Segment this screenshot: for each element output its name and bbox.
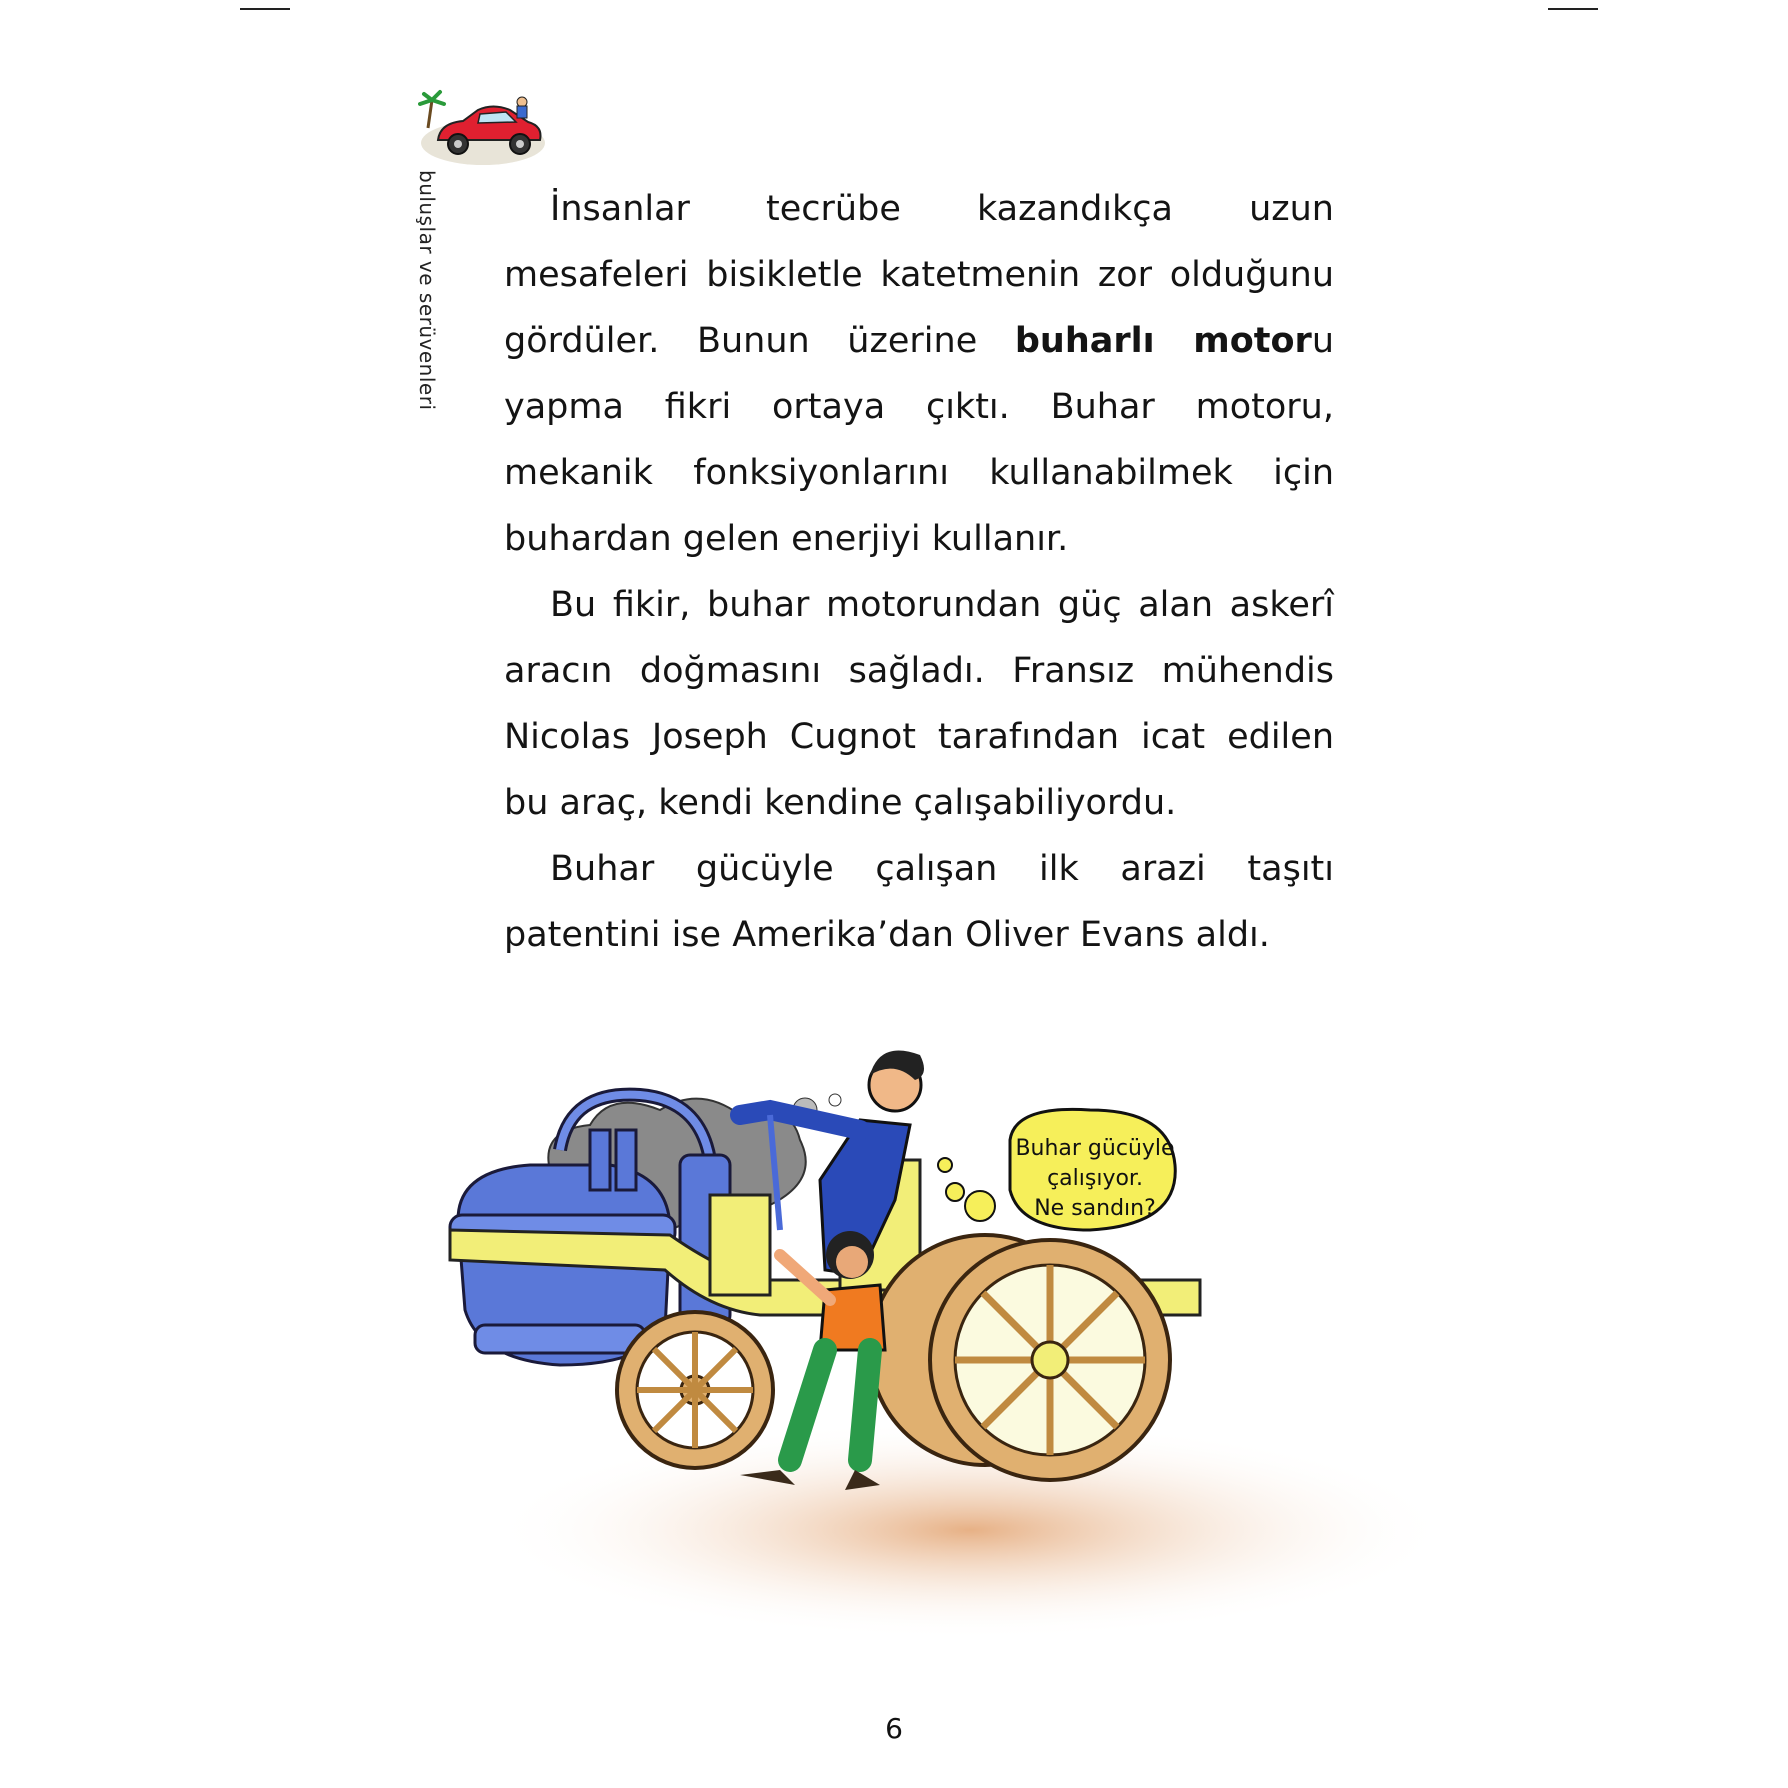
paragraph-1-bold-term: buharlı motor <box>1014 321 1312 361</box>
front-wheel <box>617 1312 773 1468</box>
rear-wheels <box>870 1235 1170 1480</box>
paragraph-1-end: u yapma fikri ortaya çıktı. Buhar motoru, mekanik fonksiyonlarını kullanabilmek için buhardan gelen enerjiyi kullanır. <box>504 321 1335 559</box>
main-text <box>504 176 1334 968</box>
crop-mark-left <box>240 8 290 10</box>
series-logo-car-icon <box>418 88 553 168</box>
paragraph-3: Buhar gücüyle çalışan ilk arazi taşıtı patentini ise Amerika’dan Oliver Evans aldı. <box>504 849 1334 955</box>
paragraph-2: Bu fikir, buhar motorundan güç alan askerî aracın doğmasını sağladı. Fransız mühendis Nicolas Joseph Cugnot tarafından icat edilen bu araç, kendi kendine çalışabiliyordu. <box>504 585 1334 823</box>
speech-line-2: çalışıyor. <box>1047 1166 1143 1191</box>
paragraph-1 <box>504 176 1334 572</box>
steam-vehicle-illustration <box>440 1030 1440 1670</box>
paragraph-1-start: İnsanlar tecrübe kazandıkça uzun mesafeleri bisikletle katetmenin zor olduğunu gördüler. Bunun üzerine <box>504 189 1334 361</box>
speech-line-1: Buhar gücüyle <box>1015 1136 1175 1161</box>
speech-line-3: Ne sandın? <box>1034 1196 1156 1221</box>
crop-mark-right <box>1548 8 1598 10</box>
page-number: 6 <box>885 1712 903 1745</box>
speech-bubble <box>938 1109 1175 1230</box>
series-title: buluşlar ve serüvenleri <box>415 170 439 411</box>
